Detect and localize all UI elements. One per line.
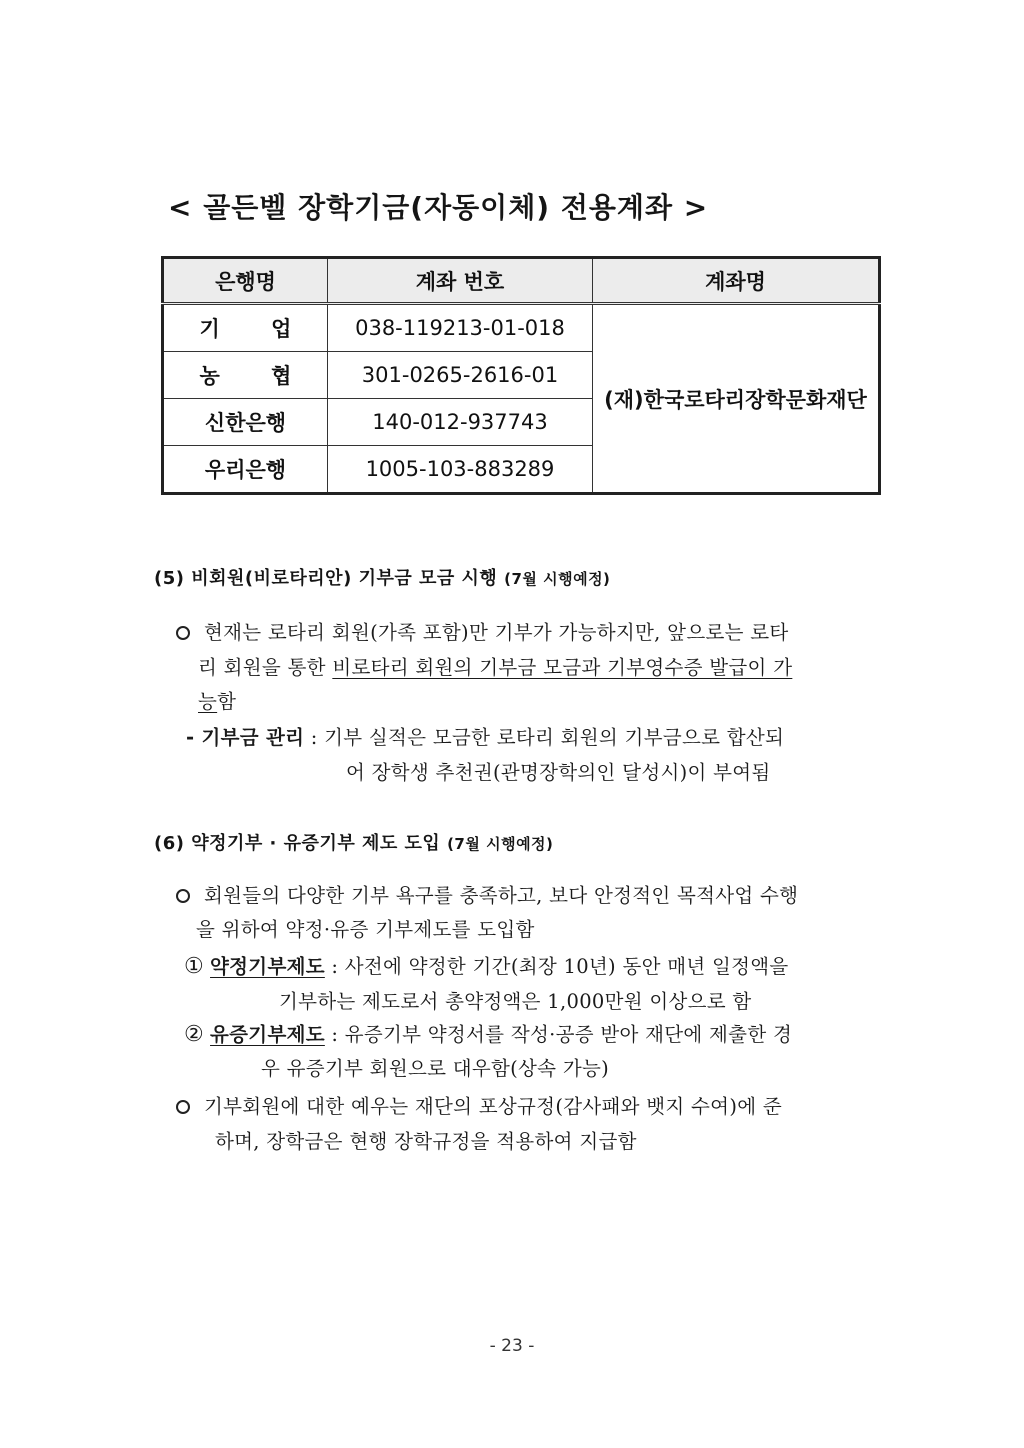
section-5-heading-main: (5) 비회원(비로타리안) 기부금 모금 시행 <box>154 568 505 589</box>
paragraph-text: 기부하는 제도로서 총약정액은 1,000만원 이상으로 함 <box>279 990 752 1013</box>
subitem-label: - 기부금 관리 <box>186 726 305 749</box>
paragraph-text: 을 위하여 약정·유증 기부제도를 도입함 <box>196 918 535 941</box>
account-table <box>161 256 881 495</box>
underlined-text: 비로타리 회원의 기부금 모금과 기부영수증 발급이 가 <box>332 656 793 679</box>
item-label: 약정기부제도 <box>210 955 325 978</box>
paragraph-text: 어 장학생 추천권(관명장학의인 달성시)이 부여됨 <box>346 761 771 784</box>
account-number-cell: 301-0265-2616-01 <box>328 352 593 399</box>
bank-name-cell: 농 협 <box>163 352 328 399</box>
header-bank-name: 은행명 <box>163 258 328 304</box>
section-5-subitem-line <box>186 722 784 750</box>
section-5-subitem-line <box>346 757 771 785</box>
section-5-paragraph-line <box>198 686 236 714</box>
paragraph-text: 함 <box>217 690 237 713</box>
paragraph-text: 회원들의 다양한 기부 욕구를 충족하고, 보다 안정적인 목적사업 수행 <box>204 884 799 907</box>
page-number: - 23 - <box>489 1336 535 1356</box>
section-6-item-2-continued <box>261 1053 609 1081</box>
paragraph-text: 현재는 로타리 회원(가족 포함)만 기부가 가능하지만, 앞으로는 로타 <box>204 621 789 644</box>
section-6-heading-note: (7월 시행예정) <box>447 835 554 853</box>
section-6-heading-main: (6) 약정기부 · 유증기부 제도 도입 <box>154 833 448 854</box>
section-6-item-2 <box>184 1019 792 1047</box>
table-row <box>163 304 880 352</box>
section-6-item-1 <box>184 951 789 979</box>
section-6-paragraph-line <box>215 1126 637 1154</box>
section-5-heading <box>154 564 610 590</box>
account-number-cell: 1005-103-883289 <box>328 446 593 494</box>
account-holder-cell: (재)한국로타리장학문화재단 <box>593 304 880 494</box>
table-header-row <box>163 258 880 304</box>
section-6-paragraph-line <box>176 1091 782 1119</box>
paragraph-text: 우 유증기부 회원으로 대우함(상속 가능) <box>261 1057 610 1080</box>
circle-bullet-icon <box>176 1100 190 1114</box>
item-number: ① <box>184 954 205 979</box>
circle-bullet-icon <box>176 889 190 903</box>
separator: : <box>304 726 325 749</box>
account-number-cell: 038-119213-01-018 <box>328 304 593 352</box>
bank-name-cell: 기 업 <box>163 304 328 352</box>
section-5-paragraph-line <box>198 652 792 680</box>
header-account-number: 계좌 번호 <box>328 258 593 304</box>
section-6-paragraph-line <box>196 914 535 942</box>
header-account-holder: 계좌명 <box>593 258 880 304</box>
bank-name-cell: 신한은행 <box>163 399 328 446</box>
paragraph-text: 기부회원에 대한 예우는 재단의 포상규정(감사패와 뱃지 수여)에 준 <box>204 1095 783 1118</box>
circle-bullet-icon <box>176 626 190 640</box>
item-label: 유증기부제도 <box>210 1023 325 1046</box>
section-6-paragraph-line <box>176 880 798 908</box>
paragraph-text: 기부 실적은 모금한 로타리 회원의 기부금으로 합산되 <box>324 726 785 749</box>
paragraph-text: 리 회원을 통한 <box>198 656 333 679</box>
paragraph-text: 하며, 장학금은 현행 장학규정을 적용하여 지급함 <box>215 1130 637 1153</box>
paragraph-text: : 유증기부 약정서를 작성·공증 받아 재단에 제출한 경 <box>324 1023 793 1046</box>
account-number-cell: 140-012-937743 <box>328 399 593 446</box>
underlined-text: 능 <box>198 690 218 713</box>
page-title: < 골든벨 장학기금(자동이체) 전용계좌 > <box>168 191 709 224</box>
section-5-paragraph-line <box>176 617 789 645</box>
section-5-heading-note: (7월 시행예정) <box>504 570 611 588</box>
item-number: ② <box>184 1022 205 1047</box>
section-6-heading <box>154 829 553 855</box>
paragraph-text: : 사전에 약정한 기간(최장 10년) 동안 매년 일정액을 <box>324 955 789 978</box>
section-6-item-1-continued <box>279 986 752 1014</box>
bank-name-cell: 우리은행 <box>163 446 328 494</box>
